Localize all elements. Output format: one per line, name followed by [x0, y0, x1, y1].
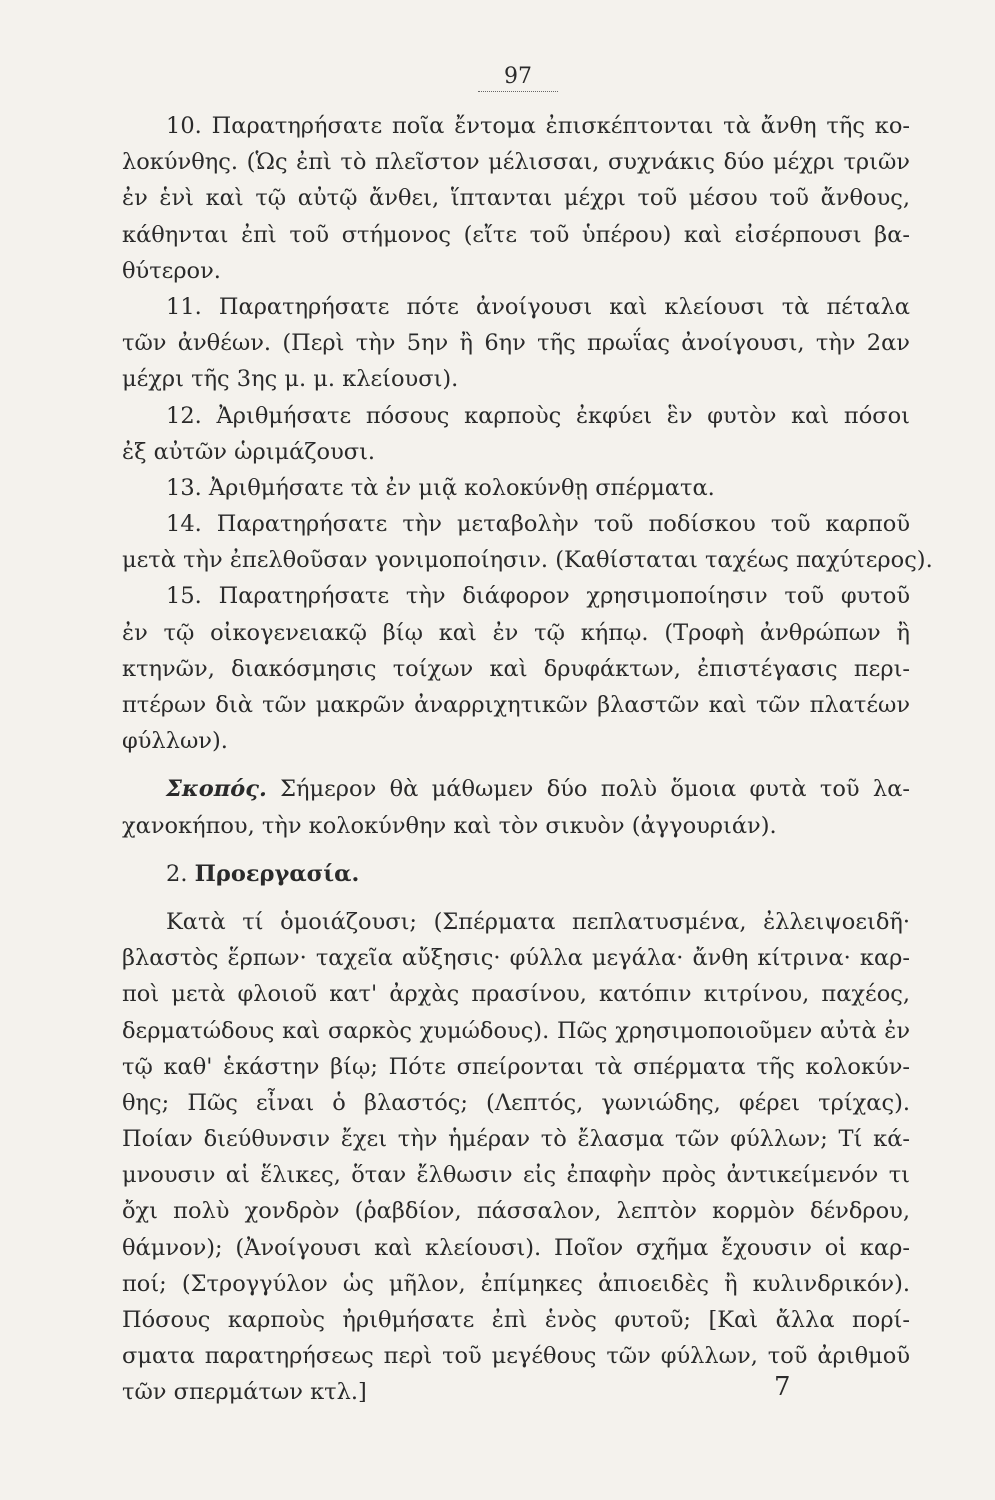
text-line: τῶν ἀνθέων. (Περὶ τὴν 5ην ἢ 6ην τῆς πρωΐας ἀνοίγουσι, τὴν 2αν	[122, 330, 910, 357]
text-line: ποί; (Στρογγύλον ὡς μῆλον, ἐπίμηκες ἀπιοειδὲς ἢ κυλινδρικόν).	[122, 1270, 910, 1297]
text-line: Κατὰ τί ὁμοιάζουσι; (Σπέρματα πεπλατυσμένα, ἐλλειψοειδῆ·	[166, 908, 910, 935]
preparation-paragraph	[122, 904, 910, 1411]
text-line: λοκύνθης. (Ὡς ἐπὶ τὸ πλεῖστον μέλισσαι, συχνάκις δύο μέχρι τριῶν	[122, 149, 910, 176]
spacer	[122, 759, 910, 771]
spacer	[122, 844, 910, 856]
text-line: φύλλων).	[122, 728, 228, 755]
text-line: θης; Πῶς εἶναι ὁ βλαστός; (Λεπτός, γωνιώδης, φέρει τρίχας).	[122, 1089, 910, 1116]
body-text	[122, 108, 933, 1411]
text-line: μνουσιν αἱ ἕλικες, ὅταν ἔλθωσιν εἰς ἐπαφὴν πρὸς ἀντικείμενόν τι	[122, 1162, 910, 1189]
spacer	[122, 892, 910, 904]
text-line: δερματώδους καὶ σαρκὸς χυμώδους). Πῶς χρησιμοποιοῦμεν αὐτὰ ἐν	[122, 1017, 910, 1044]
text-line: Ποίαν διεύθυνσιν ἔχει τὴν ἡμέραν τὸ ἔλασμα τῶν φύλλων; Τί κά-	[122, 1126, 910, 1153]
skopos-text-1: Σήμερον θὰ μάθωμεν δύο πολὺ ὅμοια φυτὰ τοῦ λα-	[266, 776, 910, 803]
text-line: κτηνῶν, διακόσμησις τοίχων καὶ δρυφάκτων, ἐπιστέγασις περι-	[122, 655, 910, 682]
section-heading	[122, 856, 910, 892]
text-line: ἐν τῷ οἰκογενειακῷ βίῳ καὶ ἐν τῷ κήπῳ. (Τροφὴ ἀνθρώπων ἢ	[122, 619, 910, 646]
signature-mark: 7	[774, 1372, 791, 1402]
text-line: πτέρων διὰ τῶν μακρῶν ἀναρριχητικῶν βλαστῶν καὶ τῶν πλατέων	[122, 692, 910, 718]
text-line: ἐξ αὐτῶν ὡριμάζουσι.	[122, 438, 376, 465]
page-number: 97	[478, 64, 558, 92]
text-line: τῶν σπερμάτων κτλ.]	[122, 1379, 367, 1406]
text-line: σματα παρατηρήσεως περὶ τοῦ μεγέθους τῶν φύλλων, τοῦ ἀριθμοῦ	[122, 1343, 910, 1370]
text-line: μέχρι τῆς 3ης μ. μ. κλείουσι).	[122, 366, 459, 393]
text-line: 14. Παρατηρήσατε τὴν μεταβολὴν τοῦ ποδίσκου τοῦ καρποῦ	[166, 511, 910, 538]
text-line: 13. Ἀριθμήσατε τὰ ἐν μιᾷ κολοκύνθῃ σπέρματα.	[166, 474, 715, 501]
text-line: θύτερον.	[122, 257, 221, 284]
text-line: 15. Παρατηρήσατε τὴν διάφορον χρησιμοποίησιν τοῦ φυτοῦ	[166, 583, 910, 610]
skopos-line-1	[122, 771, 910, 807]
section-title: Προεργασία.	[194, 860, 360, 887]
observation-list	[122, 108, 933, 759]
text-line: ὄχι πολὺ χονδρὸν (ῥαβδίον, πάσσαλον, λεπτὸν κορμὸν δένδρου,	[122, 1198, 910, 1225]
text-line: Πόσους καρποὺς ἠριθμήσατε ἐπὶ ἑνὸς φυτοῦ; [Καὶ ἄλλα πορί-	[122, 1307, 910, 1333]
text-line: θάμνον); (Ἀνοίγουσι καὶ κλείουσι). Ποῖον σχῆμα ἔχουσιν οἱ καρ-	[122, 1234, 910, 1261]
text-line: 11. Παρατηρήσατε πότε ἀνοίγουσι καὶ κλείουσι τὰ πέταλα	[166, 293, 910, 320]
skopos-line-2: χανοκήπου, τὴν κολοκύνθην καὶ τὸν σικυὸν (ἀγγουριάν).	[122, 812, 777, 839]
skopos-label: Σκοπός.	[166, 776, 267, 803]
text-line: κάθηνται ἐπὶ τοῦ στήμονος (εἴτε τοῦ ὑπέρου) καὶ εἰσέρπουσι βα-	[122, 221, 910, 248]
text-line: 12. Ἀριθμήσατε πόσους καρποὺς ἐκφύει ἓν φυτὸν καὶ πόσοι	[166, 402, 910, 429]
text-line: μετὰ τὴν ἐπελθοῦσαν γονιμοποίησιν. (Καθίσταται ταχέως παχύτερος).	[122, 547, 933, 574]
section-number: 2.	[166, 860, 188, 887]
text-line: ἐν ἑνὶ καὶ τῷ αὐτῷ ἄνθει, ἵπτανται μέχρι τοῦ μέσου τοῦ ἄνθους,	[122, 185, 910, 212]
text-line: ποὶ μετὰ φλοιοῦ κατ' ἀρχὰς πρασίνου, κατόπιν κιτρίνου, παχέος,	[122, 981, 910, 1008]
text-line: βλαστὸς ἕρπων· ταχεῖα αὔξησις· φύλλα μεγάλα· ἄνθη κίτρινα· καρ-	[122, 945, 910, 972]
text-line: 10. Παρατηρήσατε ποῖα ἔντομα ἐπισκέπτονται τὰ ἄνθη τῆς κο-	[166, 113, 910, 139]
text-line: τῷ καθ' ἑκάστην βίῳ; Πότε σπείρονται τὰ σπέρματα τῆς κολοκύν-	[122, 1053, 910, 1080]
